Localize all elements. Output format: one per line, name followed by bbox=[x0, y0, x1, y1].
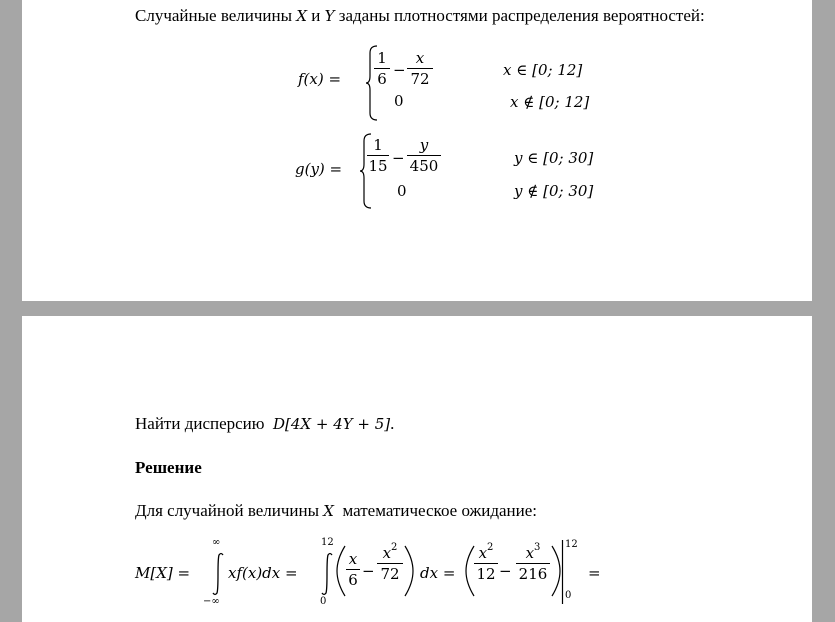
integral-1-icon bbox=[211, 552, 225, 596]
var-y: Y bbox=[324, 7, 335, 25]
eval-bar-icon bbox=[561, 540, 564, 604]
eval-upper: 12 bbox=[565, 539, 578, 550]
right-paren-2-icon bbox=[551, 545, 561, 597]
frac-d: $x^3$ 216 bbox=[516, 546, 550, 582]
g-cond-2: y ∉ [0; 30] bbox=[514, 182, 594, 200]
line-var: X bbox=[323, 502, 334, 520]
var-x: X bbox=[296, 7, 307, 25]
g-zero: 0 bbox=[397, 182, 407, 200]
right-paren-1-icon bbox=[404, 545, 414, 597]
f-frac-2: x 72 bbox=[407, 51, 433, 87]
g-cond-1: y ∈ [0; 30] bbox=[514, 149, 594, 167]
final-eq: = bbox=[588, 564, 601, 582]
page-1 bbox=[22, 0, 812, 301]
line-rest: математическое ожидание: bbox=[342, 501, 538, 520]
eval-lower: 0 bbox=[565, 590, 572, 601]
g-label: g(y) = bbox=[295, 160, 343, 178]
solution-heading: Решение bbox=[135, 458, 202, 477]
int1-body: xf(x)dx = bbox=[228, 564, 298, 582]
f-cond-2: x ∉ [0; 12] bbox=[510, 93, 590, 111]
task-line bbox=[135, 415, 394, 432]
int2-lower: 0 bbox=[320, 596, 327, 607]
intro-line bbox=[135, 7, 705, 24]
intro-text: Случайные величины bbox=[135, 6, 293, 25]
frac-a: x 6 bbox=[346, 552, 360, 588]
int1-upper: ∞ bbox=[212, 537, 221, 548]
task-end: . bbox=[390, 414, 395, 433]
f-frac-1: 1 6 bbox=[374, 51, 390, 87]
minus-1: − bbox=[362, 562, 375, 580]
g-frac-2: y 450 bbox=[407, 138, 441, 174]
integral-2-icon bbox=[320, 552, 334, 596]
mx-label: M[X] = bbox=[135, 564, 191, 582]
f-cond-1: x ∈ [0; 12] bbox=[503, 61, 583, 79]
intro-rest: заданы плотностями распределения вероятностей: bbox=[338, 6, 705, 25]
f-label: f(x) = bbox=[298, 70, 342, 88]
int1-lower: −∞ bbox=[203, 596, 220, 607]
int2-upper: 12 bbox=[321, 537, 334, 548]
frac-c: $x^2$ 12 bbox=[474, 546, 498, 582]
conj: и bbox=[311, 6, 321, 25]
page-2 bbox=[22, 316, 812, 622]
task-text: Найти дисперсию bbox=[135, 414, 265, 433]
f-zero: 0 bbox=[394, 92, 404, 110]
g-frac-1: 1 15 bbox=[368, 136, 388, 175]
line-text: Для случайной величины bbox=[135, 501, 320, 520]
f-minus: − bbox=[393, 61, 406, 79]
minus-2: − bbox=[499, 562, 512, 580]
g-minus: − bbox=[392, 149, 405, 167]
frac-b: $x^2$ 72 bbox=[377, 546, 403, 582]
dx-eq: dx = bbox=[420, 564, 456, 582]
expectation-line bbox=[135, 502, 537, 519]
left-paren-1-icon bbox=[336, 545, 346, 597]
task-formula: D[4X + 4Y + 5] bbox=[272, 415, 391, 433]
